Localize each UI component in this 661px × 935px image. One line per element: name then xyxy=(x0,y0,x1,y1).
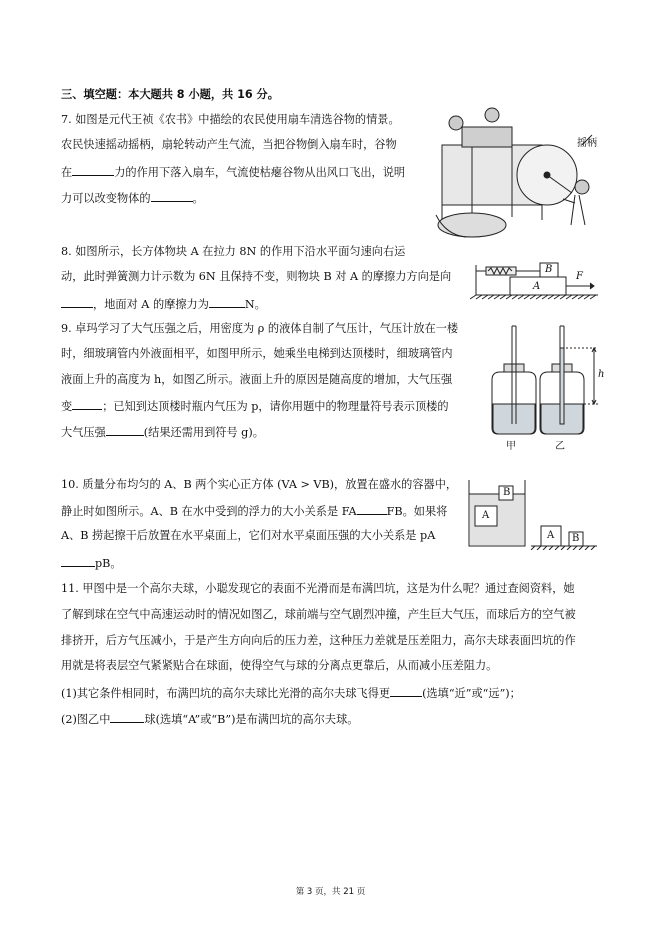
q11-sub-1-start: (1)其它条件相同时，布满凹坑的高尔夫球比光滑的高尔夫球飞得更 xyxy=(61,687,391,700)
q11-line-4: 用就是将表层空气紧紧贴合在球面，使得空气与球的分离点更靠后，从而减小压差阻力。 xyxy=(61,659,498,672)
q9-line-5 xyxy=(61,424,264,440)
q9-line-4 xyxy=(61,398,449,414)
q10-line-2-end: FB。如果将 xyxy=(386,505,448,518)
q10-line-4 xyxy=(61,555,122,571)
q9-blank-1[interactable] xyxy=(72,398,102,410)
fig-cube-a-table: A xyxy=(547,530,555,541)
fig-cube-b-water: B xyxy=(503,487,511,498)
q8-line-3 xyxy=(61,296,266,312)
q7-line-4-start: 力可以改变物体的 xyxy=(61,192,151,205)
q11-line-3: 排挤开，后方气压减小，于是产生方向向后的压力差，这种压力差就是压差阻力，高尔夫球表面凹坑的作 xyxy=(61,634,576,647)
fig-label-jia: 甲 xyxy=(506,441,516,452)
q11-sub-1-end: (选填“近”或“远”)； xyxy=(422,687,521,700)
q11-sub-1 xyxy=(61,685,521,701)
q8-line-1: 8. 如图所示，长方体物块 A 在拉力 8N 的作用下沿水平面匀速向右运 xyxy=(61,245,406,258)
q10-blank-2[interactable] xyxy=(61,555,95,567)
fig-cube-b-table: B xyxy=(572,533,580,544)
q10-line-1: 10. 质量分布均匀的 A、B 两个实心正方体 (VA > VB)，放置在盛水的容器中， xyxy=(61,478,458,491)
q9-line-2: 时，细玻璃管内外液面相平，如图甲所示，她乘坐电梯到达顶楼时，细玻璃管内 xyxy=(61,347,453,360)
q7-line-3-end: 力的作用下落入扇车，气流使枯瘪谷物从出风口飞出，说明 xyxy=(114,166,406,179)
q10-blank-1[interactable] xyxy=(357,503,387,515)
q10-line-4-end: pB。 xyxy=(95,557,122,570)
q8-line-3-end: N。 xyxy=(244,298,266,311)
q9-line-1: 9. 卓玛学习了大气压强之后，用密度为 ρ 的液体自制了气压计，气压计放在一楼 xyxy=(61,322,459,335)
q10-line-2-start: 静止时如图所示。A、B 在水中受到的浮力的大小关系是 FA xyxy=(61,505,357,518)
fig-label-a: A xyxy=(533,281,541,292)
block-spring-figure xyxy=(470,255,600,301)
q8-blank-2[interactable] xyxy=(209,296,245,308)
q7-line-4-end: 。 xyxy=(192,192,204,205)
fig-label-f: F xyxy=(576,271,583,282)
q9-line-5-end: (结果还需用到符号 g)。 xyxy=(143,426,264,439)
q10-line-2 xyxy=(61,503,447,519)
q7-line-3-start: 在 xyxy=(61,166,73,179)
q11-line-1: 11. 甲图中是一个高尔夫球，小聪发现它的表面不光滑而是布满凹坑，这是为什么呢？通过查阅资料，她 xyxy=(61,582,575,595)
barometer-figure xyxy=(482,320,604,456)
q11-sub-2-end: 球(选填“A”或“B”)是布满凹坑的高尔夫球。 xyxy=(144,713,359,726)
q9-line-3: 液面上升的高度为 h，如图乙所示。液面上升的原因是随高度的增加，大气压强 xyxy=(61,373,453,386)
cubes-in-water-figure xyxy=(465,476,599,550)
page-footer: 第 3 页，共 21 页 xyxy=(295,887,366,897)
q8-blank-1[interactable] xyxy=(61,296,93,308)
q7-blank-2[interactable] xyxy=(151,190,193,202)
q9-line-4-end: ；已知到达顶楼时瓶内气压为 p，请你用题中的物理量符号表示顶楼的 xyxy=(102,400,449,413)
q11-blank-1[interactable] xyxy=(390,685,422,697)
q11-sub-2 xyxy=(61,711,359,727)
section-header: 三、填空题：本大题共 8 小题，共 16 分。 xyxy=(61,88,279,101)
q7-line-2: 农民快速摇动摇柄，扇轮转动产生气流，当把谷物倒入扇车时，谷物 xyxy=(61,138,397,151)
q11-line-2: 了解到球在空气中高速运动时的情况如图乙，球前端与空气剧烈冲撞，产生巨大气压，而球后方的空气被 xyxy=(61,608,576,621)
q7-line-1: 7. 如图是元代王祯《农书》中描绘的农民使用扇车清选谷物的情景。 xyxy=(61,113,400,126)
fig-label-b: B xyxy=(545,264,553,275)
q9-line-4-start: 变 xyxy=(61,400,73,413)
q11-blank-2[interactable] xyxy=(110,711,144,723)
q10-line-3: A、B 捞起擦干后放置在水平桌面上，它们对水平桌面压强的大小关系是 pA xyxy=(61,529,436,542)
fig-label-yi: 乙 xyxy=(555,441,565,452)
q8-line-3-mid: ，地面对 A 的摩擦力为 xyxy=(93,298,209,311)
fig-cube-a-water: A xyxy=(482,510,490,521)
q7-blank-1[interactable] xyxy=(72,164,114,176)
q7-line-3 xyxy=(61,164,405,180)
q7-line-4 xyxy=(61,190,204,206)
q8-line-2: 动，此时弹簧测力计示数为 6N 且保持不变，则物块 B 对 A 的摩擦力方向是向 xyxy=(61,270,452,283)
q11-sub-2-start: (2)图乙中 xyxy=(61,713,111,726)
winnowing-machine-figure xyxy=(432,105,604,245)
crank-label: 摇柄 xyxy=(577,138,597,149)
fig-label-h: h xyxy=(598,369,605,380)
q9-line-5-start: 大气压强 xyxy=(61,426,106,439)
q9-blank-2[interactable] xyxy=(106,424,144,436)
